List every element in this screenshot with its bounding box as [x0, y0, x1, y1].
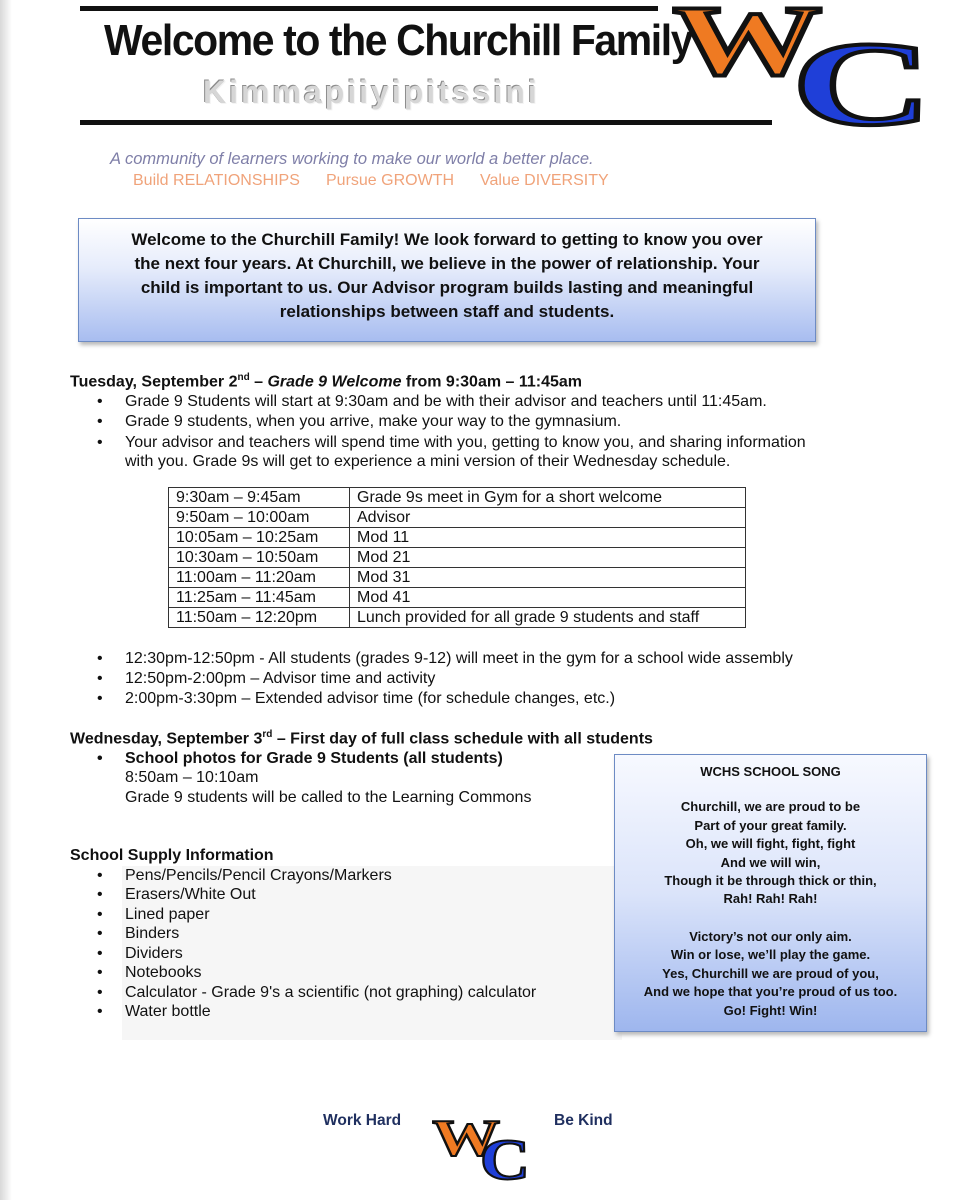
welcome-line: child is important to us. Our Advisor program builds lasting and meaningful	[140, 278, 754, 297]
bullet-icon: •	[97, 670, 103, 687]
header-top-rule	[80, 6, 658, 11]
tuesday-heading	[70, 372, 582, 391]
bullet-icon: •	[97, 434, 103, 451]
tuesday-time: from 9:30am – 11:45am	[401, 373, 583, 391]
table-row	[169, 608, 746, 628]
table-row	[169, 508, 746, 528]
schedule-activity: Advisor	[350, 508, 746, 528]
page-title: Welcome to the Churchill Family	[104, 16, 693, 65]
schedule-time: 11:00am – 11:20am	[169, 568, 350, 588]
supply-heading: School Supply Information	[70, 847, 274, 864]
bullet-icon: •	[97, 964, 103, 981]
tuesday-event: Grade 9 Welcome	[267, 373, 402, 391]
bullet-icon: •	[97, 750, 103, 767]
schedule-activity: Mod 11	[350, 528, 746, 548]
bullet-icon: •	[97, 886, 103, 903]
bullet-icon: •	[97, 945, 103, 962]
table-row	[169, 588, 746, 608]
page-edge-shadow	[0, 0, 12, 1200]
schedule-time: 11:50am – 12:20pm	[169, 608, 350, 628]
value-relationships: Build RELATIONSHIPS	[133, 172, 300, 189]
schedule-activity: Mod 31	[350, 568, 746, 588]
header-bottom-rule	[80, 120, 772, 125]
song-line: Yes, Churchill we are proud of you,	[662, 966, 879, 981]
song-line: Oh, we will fight, fight, fight	[685, 836, 856, 851]
welcome-line: relationships between staff and students.	[279, 302, 615, 321]
wc-logo-w: W	[672, 0, 822, 96]
bullet-icon: •	[97, 413, 103, 430]
bullet-icon: •	[97, 690, 103, 707]
table-row	[169, 548, 746, 568]
grade9-schedule-table	[168, 487, 746, 628]
song-line: Rah! Rah! Rah!	[723, 891, 818, 906]
wednesday-description: – First day of full class schedule with all students	[272, 730, 653, 748]
welcome-line: Welcome to the Churchill Family! We look forward to getting to know you over	[131, 230, 763, 249]
schedule-time: 9:30am – 9:45am	[169, 488, 350, 508]
welcome-line: the next four years. At Churchill, we believe in the power of relationship. Your	[134, 254, 760, 273]
page-subtitle: Kimmapiiyipitssini	[203, 74, 540, 110]
bullet-icon: •	[97, 650, 103, 667]
schedule-time: 9:50am – 10:00am	[169, 508, 350, 528]
footer-be-kind: Be Kind	[554, 1112, 613, 1129]
tuesday-date-suffix: nd	[237, 372, 250, 383]
photo-time: 8:50am – 10:10am	[125, 769, 259, 786]
welcome-message-box	[78, 218, 816, 342]
song-title: WCHS SCHOOL SONG	[700, 764, 841, 779]
table-row	[169, 528, 746, 548]
schedule-activity: Grade 9s meet in Gym for a short welcome	[350, 488, 746, 508]
tuesday-date: Tuesday, September 2	[70, 373, 238, 391]
bullet-icon: •	[97, 393, 103, 410]
schedule-time: 10:30am – 10:50am	[169, 548, 350, 568]
song-line: Win or lose, we’ll play the game.	[670, 947, 871, 962]
wednesday-date: Wednesday, September 3	[70, 730, 263, 748]
song-line: Churchill, we are proud to be	[680, 799, 861, 814]
bullet-icon: •	[97, 906, 103, 923]
footer-wc-logo	[432, 1113, 532, 1183]
schedule-activity: Mod 41	[350, 588, 746, 608]
footer-logo-c: C	[480, 1127, 530, 1183]
schedule-time: 10:05am – 10:25am	[169, 528, 350, 548]
bullet-icon: •	[97, 1003, 103, 1020]
list-item-continuation: with you. Grade 9s will get to experience a mini version of their Wednesday schedule.	[125, 453, 731, 470]
song-line: Go! Fight! Win!	[723, 1003, 818, 1018]
footer-logo-w: W	[432, 1113, 500, 1167]
wednesday-heading	[70, 729, 653, 748]
schedule-time: 11:25am – 11:45am	[169, 588, 350, 608]
bullet-icon: •	[97, 925, 103, 942]
bullet-icon: •	[97, 867, 103, 884]
school-song-box	[614, 754, 927, 1032]
school-tagline: A community of learners working to make our world a better place.	[110, 150, 594, 168]
wc-logo-c: C	[792, 17, 932, 130]
schedule-activity: Mod 21	[350, 548, 746, 568]
photo-note: Grade 9 students will be called to the Learning Commons	[125, 789, 532, 806]
tuesday-dash: –	[249, 373, 268, 391]
schedule-activity: Lunch provided for all grade 9 students and staff	[350, 608, 746, 628]
wc-logo	[672, 0, 934, 130]
song-line: Part of your great family.	[694, 818, 847, 833]
song-line: Victory’s not our only aim.	[689, 929, 852, 944]
bullet-icon: •	[97, 984, 103, 1001]
wednesday-date-suffix: rd	[262, 729, 273, 740]
footer-work-hard: Work Hard	[323, 1112, 402, 1129]
song-line: Though it be through thick or thin,	[664, 873, 877, 888]
value-growth: Pursue GROWTH	[326, 172, 455, 189]
table-row	[169, 568, 746, 588]
value-diversity: Value DIVERSITY	[480, 172, 609, 189]
table-row	[169, 488, 746, 508]
song-line: And we will win,	[720, 855, 821, 870]
song-line: And we hope that you’re proud of us too.	[643, 984, 898, 999]
